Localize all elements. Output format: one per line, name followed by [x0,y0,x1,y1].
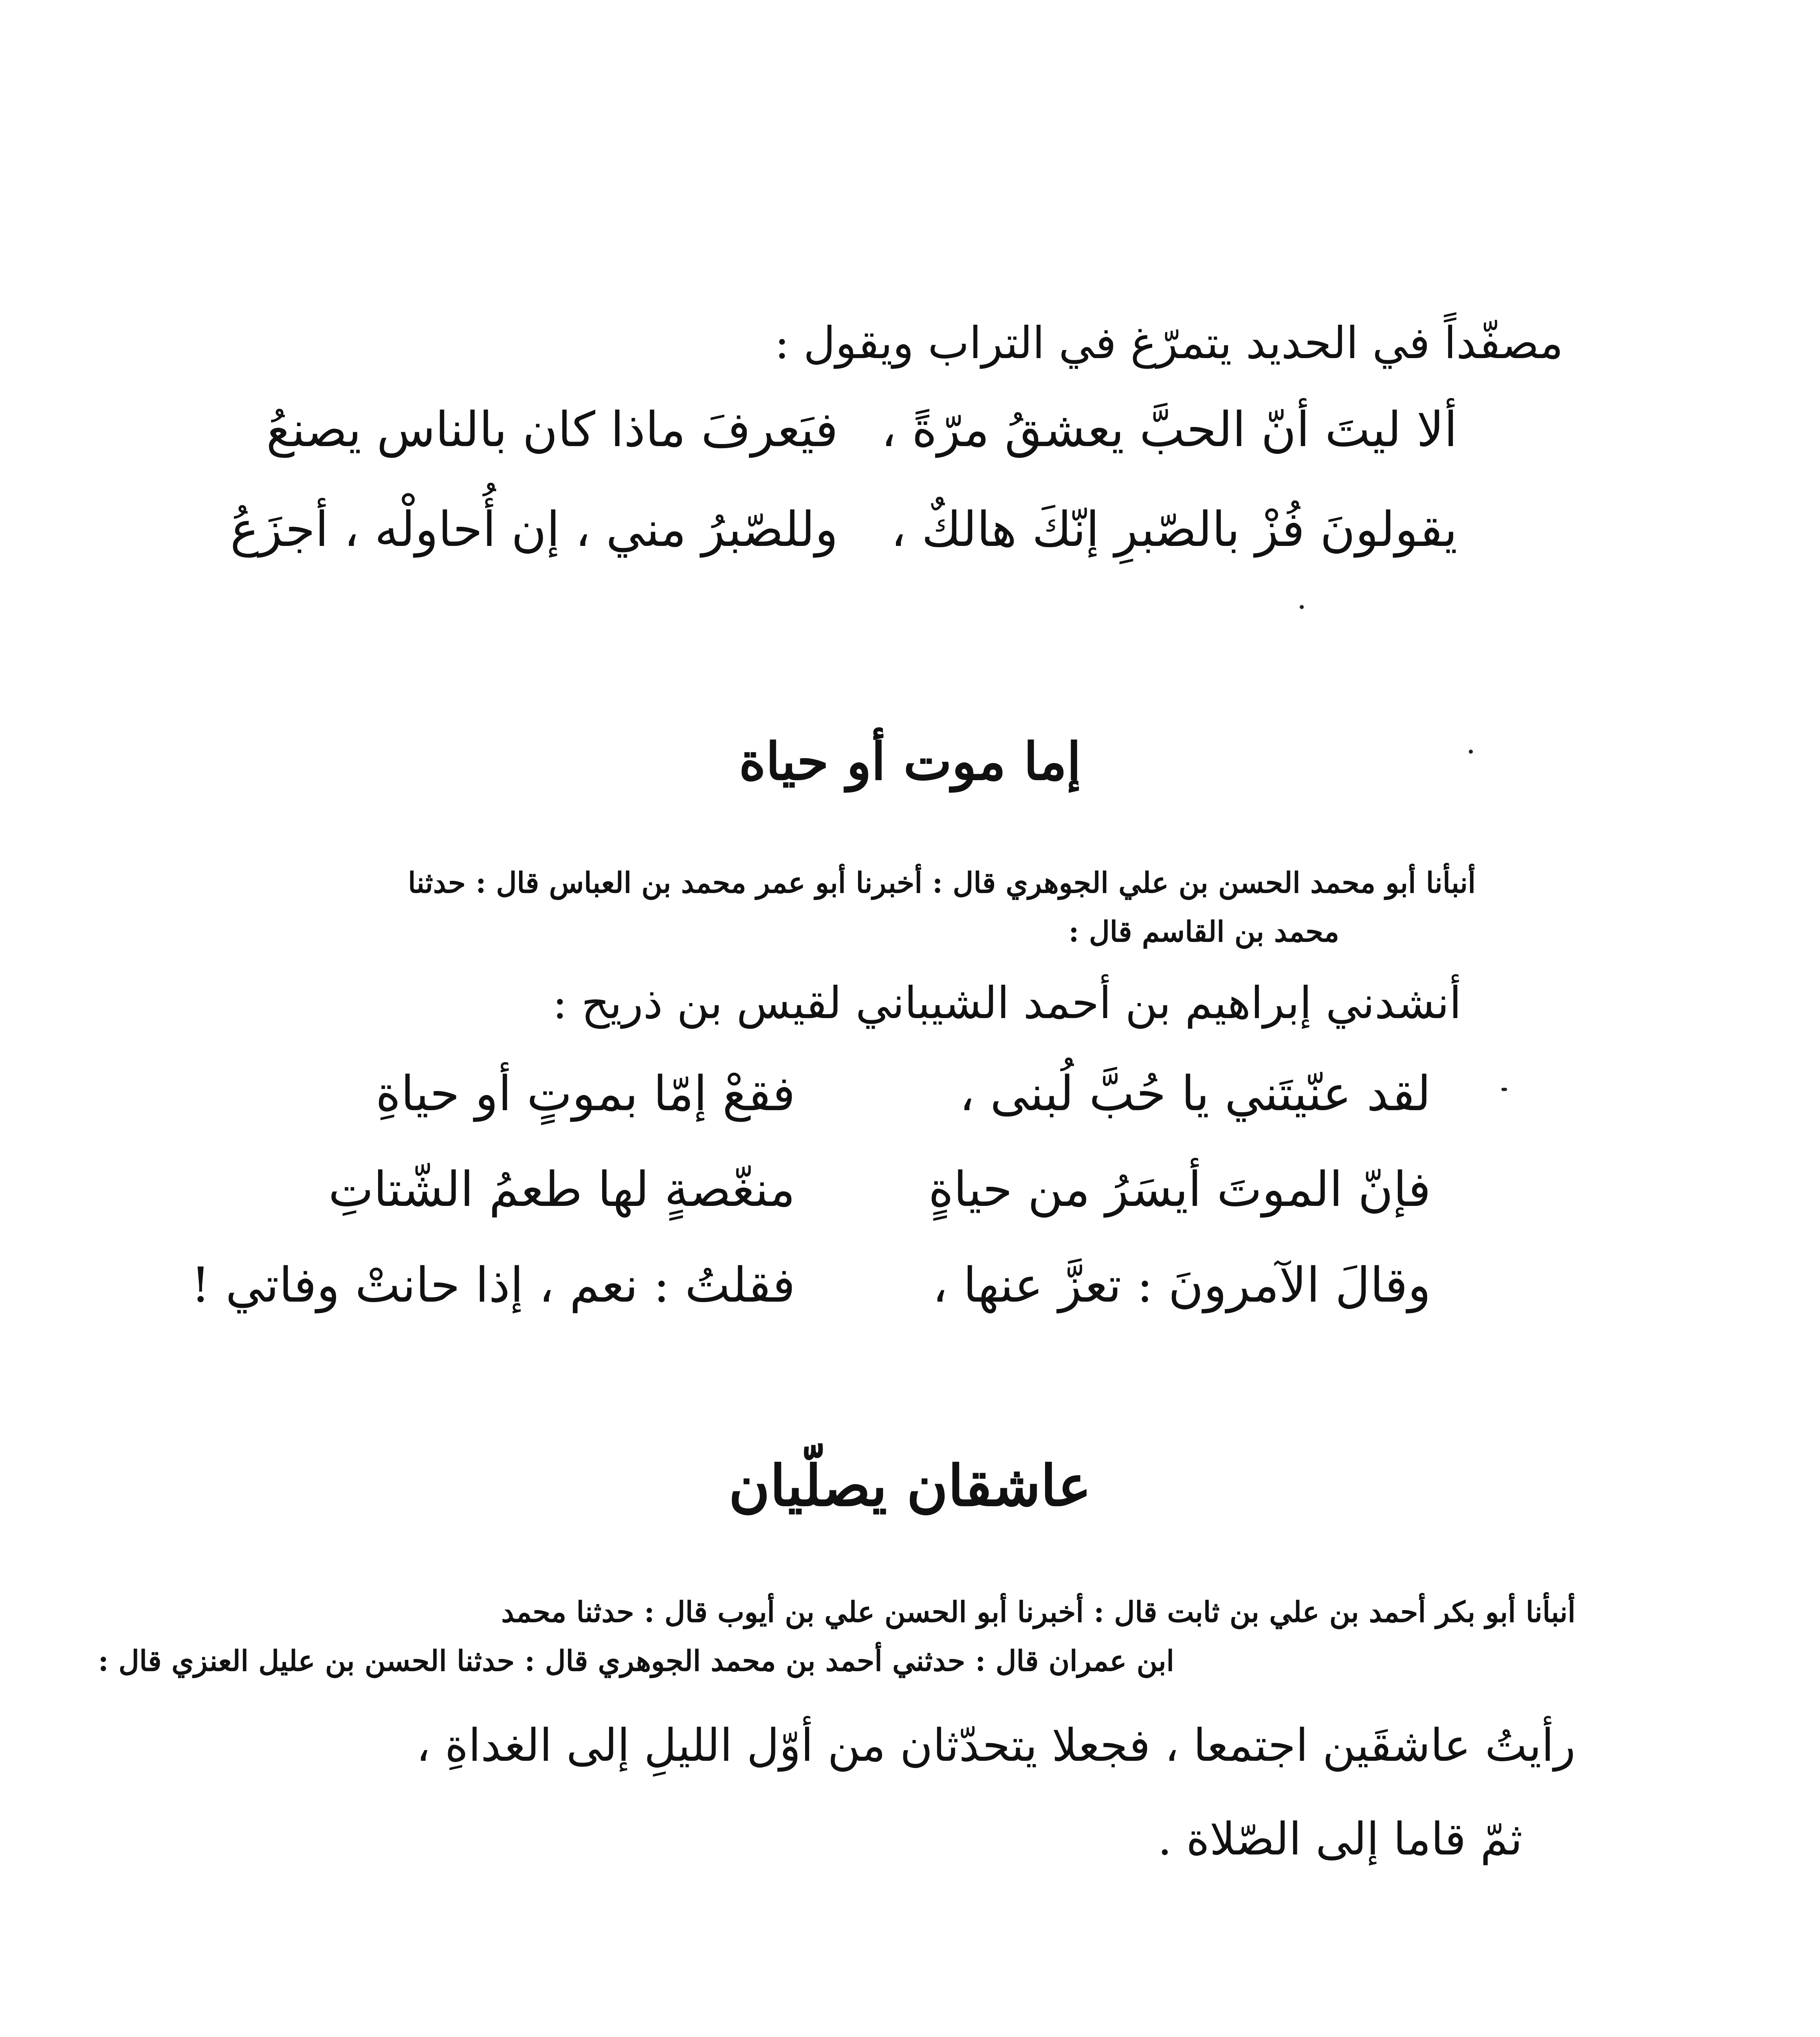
stray-mark [1501,1088,1507,1091]
section1-verse-2 [328,1161,1431,1217]
section1-intro: أنشدني إبراهيم بن أحمد الشيباني لقيس بن ذريح : [552,978,1461,1029]
section1-verse-3 [191,1257,1431,1313]
verse-second-hemistich: فقعْ إمّا بموتٍ أو حياةِ [375,1065,795,1122]
section1-verse-1 [376,1065,1431,1122]
section2-isnad-line-1: أنبأنا أبو بكر أحمد بن علي بن ثابت قال : أخبرنا أبو الحسن علي بن أيوب قال : حدثنا محمد [501,1595,1576,1629]
verse-first-hemistich: يقولونَ فُزْ بالصّبرِ إنّكَ هالكٌ ، [891,501,1457,557]
verse-first-hemistich: وقالَ الآمرونَ : تعزَّ عنها ، [932,1257,1431,1313]
section1-isnad-line-1: أنبأنا أبو محمد الحسن بن علي الجوهري قال : أخبرنا أبو عمر محمد بن العباس قال : حدثنا [408,866,1476,900]
poem1-verse-2 [230,501,1457,557]
verse-first-hemistich: لقد عنّيتَني يا حُبَّ لُبنى ، [959,1065,1431,1122]
section1-isnad-line-2: محمد بن القاسم قال : [1068,915,1339,948]
verse-second-hemistich: فقلتُ : نعم ، إذا حانتْ وفاتي ! [191,1257,795,1313]
section2-isnad-line-2: ابن عمران قال : حدثني أحمد بن محمد الجوهري قال : حدثنا الحسن بن عليل العنزي قال : [98,1644,1174,1678]
section2-text-line-2: ثمّ قاما إلى الصّلاة . [1158,1813,1523,1865]
verse-first-hemistich: ألا ليتَ أنّ الحبَّ يعشقُ مرّةً ، [881,401,1457,458]
stray-mark [1300,605,1304,609]
stray-mark [1469,750,1473,754]
verse-second-hemistich: منغّصةٍ لها طعمُ الشّتاتِ [328,1161,795,1217]
verse-first-hemistich: فإنّ الموتَ أيسَرُ من حياةٍ [928,1161,1431,1217]
verse-second-hemistich: وللصّبرُ مني ، إن أُحاولْه ، أجزَعُ [230,501,838,557]
section1-title: إما موت أو حياة [739,731,1081,792]
verse-second-hemistich: فيَعرفَ ماذا كان بالناس يصنعُ [266,401,838,458]
section2-text-line-1: رأيتُ عاشقَين اجتمعا ، فجعلا يتحدّثان من أوّل الليلِ إلى الغداةِ ، [416,1719,1576,1771]
poem1-verse-1 [266,401,1457,458]
intro-line: مصفّداً في الحديد يتمرّغ في التراب ويقول : [775,318,1563,369]
section2-title: عاشقان يصلّيان [728,1452,1092,1519]
